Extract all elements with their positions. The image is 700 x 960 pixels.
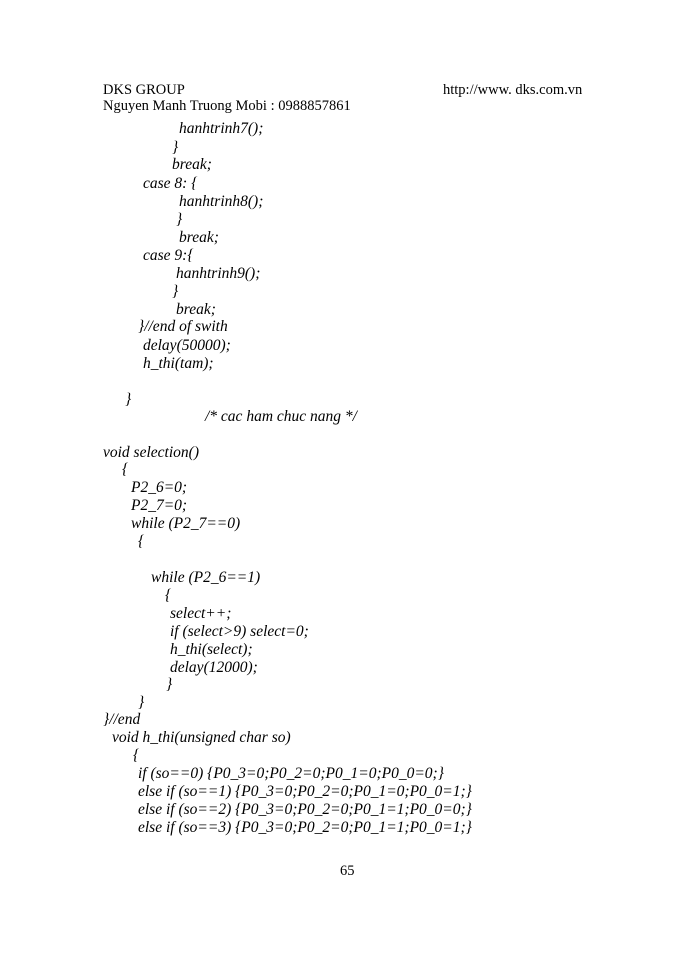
- code-line: case 8: {: [143, 175, 198, 192]
- code-line: }: [172, 139, 179, 156]
- code-line: if (select>9) select=0;: [170, 623, 309, 640]
- code-line: {: [138, 533, 145, 550]
- code-line: /* cac ham chuc nang */: [205, 408, 357, 425]
- code-line: case 9:{: [143, 247, 194, 264]
- header-url: http://www. dks.com.vn: [443, 82, 583, 98]
- code-line: h_thi(tam);: [143, 355, 214, 372]
- code-line: else if (so==1) {P0_3=0;P0_2=0;P0_1=0;P0_0=1;}: [138, 783, 472, 800]
- code-line: hanhtrinh7();: [179, 120, 264, 137]
- code-line: hanhtrinh9();: [176, 265, 261, 282]
- code-line: break;: [176, 301, 216, 318]
- code-line: break;: [179, 229, 219, 246]
- code-line: void h_thi(unsigned char so): [112, 729, 291, 746]
- code-line: }: [166, 676, 173, 693]
- code-line: break;: [172, 156, 212, 173]
- code-line: P2_7=0;: [131, 497, 188, 514]
- code-line: while (P2_7==0): [131, 515, 241, 532]
- code-line: P2_6=0;: [131, 479, 188, 496]
- code-line: select++;: [170, 605, 232, 622]
- code-line: }: [125, 391, 132, 408]
- code-line: }: [172, 283, 179, 300]
- code-line: void selection(): [103, 444, 199, 461]
- code-line: hanhtrinh8();: [179, 193, 264, 210]
- code-line: delay(50000);: [143, 337, 231, 354]
- code-line: }//end: [103, 711, 141, 728]
- code-line: {: [133, 747, 140, 764]
- header-author: Nguyen Manh Truong Mobi : 0988857861: [103, 98, 351, 114]
- header-org: DKS GROUP: [103, 82, 185, 98]
- code-line: }: [176, 211, 183, 228]
- code-line: }//end of swith: [138, 318, 228, 335]
- code-line: {: [122, 461, 129, 478]
- code-line: else if (so==2) {P0_3=0;P0_2=0;P0_1=1;P0_0=0;}: [138, 801, 472, 818]
- page-number: 65: [340, 863, 355, 879]
- code-line: {: [165, 587, 172, 604]
- code-line: if (so==0) {P0_3=0;P0_2=0;P0_1=0;P0_0=0;}: [138, 765, 444, 782]
- code-line: h_thi(select);: [170, 641, 253, 658]
- code-line: }: [138, 694, 145, 711]
- code-line: while (P2_6==1): [151, 569, 261, 586]
- code-line: delay(12000);: [170, 659, 258, 676]
- code-line: else if (so==3) {P0_3=0;P0_2=0;P0_1=1;P0_0=1;}: [138, 819, 472, 836]
